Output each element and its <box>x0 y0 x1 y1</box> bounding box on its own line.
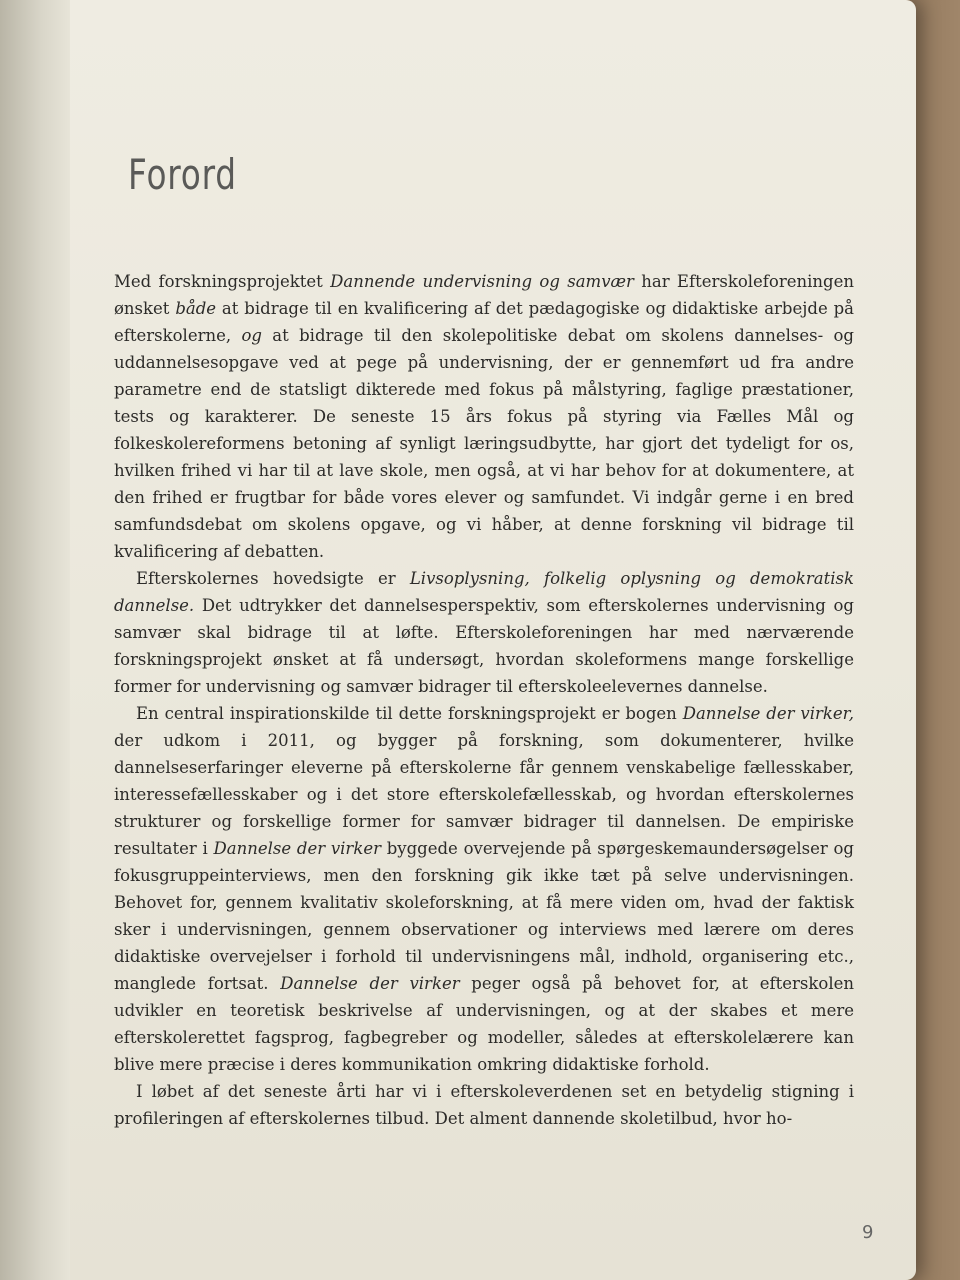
book-page <box>20 0 916 1280</box>
italic-emphasis: både <box>175 299 217 318</box>
text-segment: byggede overvejende på spørgeskemaundersøgelser og fokusgruppeinterviews, men den forskning gik ikke tæt på selve undervisningen. Behovet for, gennem kvalitativ skoleforskning, at få mere viden om, hvad der faktisk sker i undervisningen, gennem observationer og interviews med lærere om deres didaktiske overvejelser i forhold til undervisningens mål, indhold, organisering etc., manglede fortsat. <box>114 839 854 993</box>
paragraph <box>114 1078 854 1132</box>
body-text <box>114 268 854 1132</box>
text-segment: peger også på behovet for, at efterskolen udvikler en teoretisk beskrivelse af undervisningen, og at der skabes et mere efterskolerettet fagsprog, fagbegreber og modeller, således at efterskolelærere kan blive mere præcise i deres kommunikation omkring didaktiske forhold. <box>114 974 854 1074</box>
paragraph <box>114 268 854 565</box>
text-segment: at bidrage til en kvalificering af det pædagogiske og didaktiske arbejde på efterskolerne, <box>114 299 854 345</box>
italic-title: Dannelse der virker <box>280 974 460 993</box>
paragraph <box>114 700 854 1078</box>
italic-quote: Livsoplysning, folkelig oplysning og demokratisk dannelse. <box>114 569 854 615</box>
chapter-heading: Forord <box>128 150 237 199</box>
text-segment: Med forskningsprojektet <box>114 272 331 291</box>
italic-emphasis: og <box>241 326 262 345</box>
text-segment: I løbet af det seneste årti har vi i efterskoleverdenen set en betydelig stigning i profileringen af efterskolernes tilbud. Det alment dannende skoletilbud, hvor ho- <box>114 1082 854 1128</box>
text-segment: at bidrage til den skolepolitiske debat om skolens dannelses- og uddannelsesopgave ved at pege på undervisning, der er gennemført ud fra andre parametre end de statsligt dikterede med fokus på målstyring, faglige præstationer, tests og karakterer. De seneste 15 års fokus på styring via Fælles Mål og folkeskolereformens betoning af synligt læringsudbytte, har gjort det tydeligt for os, hvilken frihed vi har til at lave skole, men også, at vi har behov for at dokumentere, at den frihed er frugtbar for både vores elever og samfundet. Vi indgår gerne i en bred samfundsdebat om skolens opgave, og vi håber, at denne forskning vil bidrage til kvalificering af debatten. <box>114 326 854 561</box>
page-number: 9 <box>862 1222 874 1243</box>
text-segment: En central inspirationskilde til dette forskningsprojekt er bogen <box>136 704 683 723</box>
text-segment: Det udtrykker det dannelsesperspektiv, som efterskolernes undervisning og samvær skal bidrage til at løfte. Efterskoleforeningen har med nærværende forskningsprojekt ønsket at få undersøgt, hvordan skoleformens mange forskellige former for undervisning og samvær bidrager til efterskoleelevernes dannelse. <box>114 596 854 696</box>
text-segment: har Efterskoleforeningen ønsket <box>114 272 854 318</box>
paragraph <box>114 565 854 700</box>
italic-title: Dannende undervisning og samvær <box>330 272 634 291</box>
italic-title: Dannelse der virker <box>213 839 381 858</box>
text-segment: der udkom i 2011, og bygger på forskning, som dokumenterer, hvilke dannelseserfaringer eleverne på efterskolerne får gennem venskabelige fællesskaber, interessefællesskaber og i det store efterskolefællesskab, og hvordan efterskolernes strukturer og forskellige former for samvær bidrager til dannelsen. De empiriske resultater i <box>114 731 854 858</box>
page-gutter-shadow <box>0 0 70 1280</box>
italic-title: Dannelse der virker, <box>682 704 854 723</box>
text-segment: Efterskolernes hovedsigte er <box>136 569 410 588</box>
